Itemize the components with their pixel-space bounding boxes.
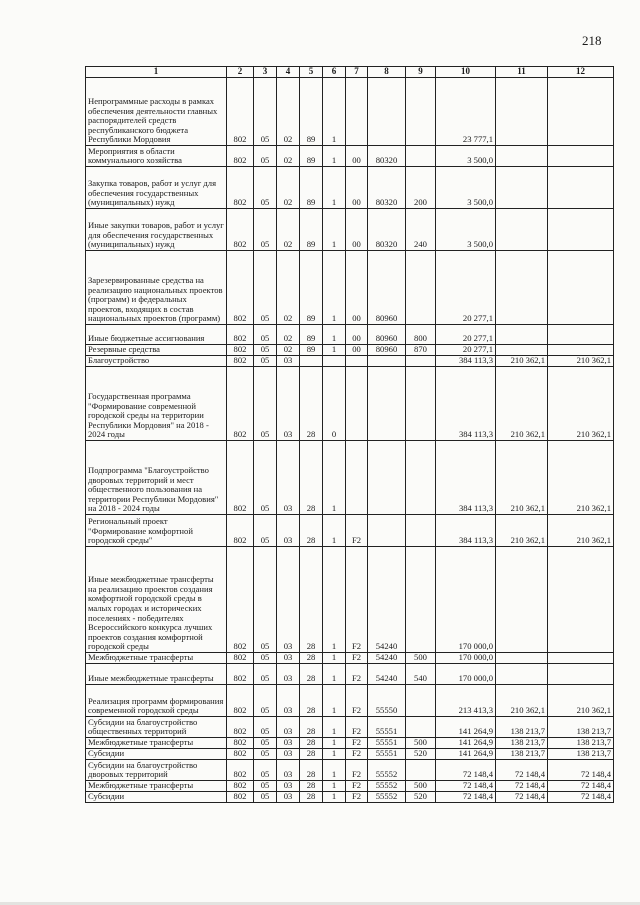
table-row bbox=[86, 367, 614, 441]
cell-c9 bbox=[406, 146, 436, 167]
cell-c6: 1 bbox=[323, 685, 346, 717]
cell-c6: 1 bbox=[323, 167, 346, 209]
cell-c8: 80960 bbox=[368, 251, 406, 325]
cell-c5 bbox=[300, 356, 323, 367]
cell-c7 bbox=[346, 367, 368, 441]
cell-c2: 802 bbox=[227, 738, 254, 749]
cell-c10: 72 148,4 bbox=[436, 781, 496, 792]
cell-c11 bbox=[496, 146, 548, 167]
cell-c3: 05 bbox=[254, 653, 277, 664]
cell-c12 bbox=[548, 664, 614, 685]
cell-c10: 384 113,3 bbox=[436, 441, 496, 515]
cell-c5: 28 bbox=[300, 547, 323, 653]
cell-c10: 384 113,3 bbox=[436, 367, 496, 441]
cell-c7: F2 bbox=[346, 792, 368, 803]
cell-c5: 28 bbox=[300, 515, 323, 547]
row-name: Реализация программ формирования современной городской среды bbox=[86, 685, 227, 717]
cell-c7: F2 bbox=[346, 547, 368, 653]
cell-c9: 540 bbox=[406, 664, 436, 685]
cell-c11 bbox=[496, 78, 548, 146]
cell-c3: 05 bbox=[254, 167, 277, 209]
cell-c2: 802 bbox=[227, 209, 254, 251]
cell-c5: 28 bbox=[300, 367, 323, 441]
cell-c6: 1 bbox=[323, 441, 346, 515]
cell-c7: 00 bbox=[346, 325, 368, 345]
cell-c11: 138 213,7 bbox=[496, 717, 548, 738]
table-row bbox=[86, 664, 614, 685]
cell-c3: 05 bbox=[254, 209, 277, 251]
cell-c4: 03 bbox=[277, 738, 300, 749]
cell-c6: 1 bbox=[323, 547, 346, 653]
cell-c8 bbox=[368, 515, 406, 547]
header-row bbox=[86, 67, 614, 78]
table-row bbox=[86, 441, 614, 515]
cell-c4: 03 bbox=[277, 781, 300, 792]
cell-c9: 500 bbox=[406, 653, 436, 664]
cell-c2: 802 bbox=[227, 167, 254, 209]
cell-c10: 20 277,1 bbox=[436, 325, 496, 345]
cell-c5: 28 bbox=[300, 749, 323, 760]
cell-c8: 55551 bbox=[368, 738, 406, 749]
cell-c7: F2 bbox=[346, 760, 368, 781]
cell-c3: 05 bbox=[254, 781, 277, 792]
cell-c8: 55552 bbox=[368, 792, 406, 803]
cell-c7: 00 bbox=[346, 251, 368, 325]
cell-c12: 72 148,4 bbox=[548, 781, 614, 792]
cell-c5: 89 bbox=[300, 78, 323, 146]
cell-c8: 55551 bbox=[368, 717, 406, 738]
row-name: Субсидии на благоустройство общественных территорий bbox=[86, 717, 227, 738]
table-row bbox=[86, 515, 614, 547]
cell-c3: 05 bbox=[254, 345, 277, 356]
cell-c11: 72 148,4 bbox=[496, 760, 548, 781]
cell-c12 bbox=[548, 653, 614, 664]
cell-c10: 3 500,0 bbox=[436, 209, 496, 251]
cell-c3: 05 bbox=[254, 547, 277, 653]
cell-c2: 802 bbox=[227, 781, 254, 792]
cell-c10: 23 777,1 bbox=[436, 78, 496, 146]
cell-c4: 03 bbox=[277, 792, 300, 803]
cell-c8 bbox=[368, 356, 406, 367]
cell-c5: 89 bbox=[300, 345, 323, 356]
cell-c11: 138 213,7 bbox=[496, 738, 548, 749]
cell-c3: 05 bbox=[254, 717, 277, 738]
cell-c7: F2 bbox=[346, 685, 368, 717]
row-name: Субсидии bbox=[86, 749, 227, 760]
cell-c2: 802 bbox=[227, 547, 254, 653]
cell-c8: 54240 bbox=[368, 547, 406, 653]
cell-c10: 141 264,9 bbox=[436, 749, 496, 760]
row-name: Иные закупки товаров, работ и услуг для обеспечения государственных (муниципальных) нужд bbox=[86, 209, 227, 251]
table-row bbox=[86, 209, 614, 251]
cell-c4: 02 bbox=[277, 167, 300, 209]
row-name: Непрограммные расходы в рамках обеспечения деятельности главных распорядителей средств республиканского бюджета Республики Мордовия bbox=[86, 78, 227, 146]
cell-c2: 802 bbox=[227, 760, 254, 781]
row-name: Благоустройство bbox=[86, 356, 227, 367]
cell-c7: F2 bbox=[346, 738, 368, 749]
table-body bbox=[86, 78, 614, 803]
cell-c11 bbox=[496, 547, 548, 653]
table-row bbox=[86, 146, 614, 167]
cell-c5: 28 bbox=[300, 781, 323, 792]
cell-c3: 05 bbox=[254, 441, 277, 515]
cell-c3: 05 bbox=[254, 685, 277, 717]
table-row bbox=[86, 653, 614, 664]
cell-c9: 870 bbox=[406, 345, 436, 356]
cell-c7: 00 bbox=[346, 345, 368, 356]
cell-c3: 05 bbox=[254, 792, 277, 803]
cell-c2: 802 bbox=[227, 792, 254, 803]
cell-c8: 55552 bbox=[368, 781, 406, 792]
cell-c4: 03 bbox=[277, 547, 300, 653]
cell-c6: 1 bbox=[323, 760, 346, 781]
cell-c4: 02 bbox=[277, 345, 300, 356]
cell-c5: 89 bbox=[300, 146, 323, 167]
cell-c10: 141 264,9 bbox=[436, 717, 496, 738]
cell-c11: 210 362,1 bbox=[496, 356, 548, 367]
cell-c6: 1 bbox=[323, 653, 346, 664]
cell-c9 bbox=[406, 367, 436, 441]
cell-c7 bbox=[346, 356, 368, 367]
cell-c3: 05 bbox=[254, 515, 277, 547]
table-row bbox=[86, 738, 614, 749]
cell-c11: 72 148,4 bbox=[496, 781, 548, 792]
column-header: 11 bbox=[496, 67, 548, 78]
cell-c7: F2 bbox=[346, 717, 368, 738]
cell-c9 bbox=[406, 685, 436, 717]
table-row bbox=[86, 251, 614, 325]
table-row bbox=[86, 345, 614, 356]
cell-c2: 802 bbox=[227, 441, 254, 515]
column-header: 1 bbox=[86, 67, 227, 78]
column-header: 2 bbox=[227, 67, 254, 78]
cell-c4: 02 bbox=[277, 209, 300, 251]
cell-c3: 05 bbox=[254, 738, 277, 749]
cell-c11: 138 213,7 bbox=[496, 749, 548, 760]
cell-c7 bbox=[346, 78, 368, 146]
row-name: Резервные средства bbox=[86, 345, 227, 356]
cell-c4: 03 bbox=[277, 441, 300, 515]
cell-c4: 02 bbox=[277, 146, 300, 167]
cell-c11 bbox=[496, 251, 548, 325]
cell-c4: 02 bbox=[277, 251, 300, 325]
cell-c6: 1 bbox=[323, 515, 346, 547]
cell-c7 bbox=[346, 441, 368, 515]
cell-c8: 80320 bbox=[368, 167, 406, 209]
cell-c7: F2 bbox=[346, 653, 368, 664]
cell-c4: 03 bbox=[277, 653, 300, 664]
cell-c12 bbox=[548, 251, 614, 325]
cell-c6: 1 bbox=[323, 78, 346, 146]
cell-c11: 210 362,1 bbox=[496, 685, 548, 717]
cell-c12: 210 362,1 bbox=[548, 515, 614, 547]
table-row bbox=[86, 792, 614, 803]
cell-c10: 384 113,3 bbox=[436, 356, 496, 367]
cell-c2: 802 bbox=[227, 515, 254, 547]
row-name: Мероприятия в области коммунального хозяйства bbox=[86, 146, 227, 167]
cell-c11: 210 362,1 bbox=[496, 367, 548, 441]
cell-c8: 80960 bbox=[368, 345, 406, 356]
cell-c10: 72 148,4 bbox=[436, 792, 496, 803]
row-name: Иные бюджетные ассигнования bbox=[86, 325, 227, 345]
row-name: Иные межбюджетные трансферты bbox=[86, 664, 227, 685]
cell-c9 bbox=[406, 547, 436, 653]
cell-c4: 03 bbox=[277, 664, 300, 685]
cell-c12: 210 362,1 bbox=[548, 685, 614, 717]
cell-c5: 89 bbox=[300, 167, 323, 209]
cell-c5: 89 bbox=[300, 251, 323, 325]
page-number: 218 bbox=[582, 33, 602, 48]
cell-c4: 03 bbox=[277, 685, 300, 717]
cell-c6 bbox=[323, 356, 346, 367]
cell-c5: 28 bbox=[300, 664, 323, 685]
cell-c11 bbox=[496, 325, 548, 345]
cell-c12: 72 148,4 bbox=[548, 792, 614, 803]
cell-c9: 200 bbox=[406, 167, 436, 209]
cell-c11 bbox=[496, 345, 548, 356]
cell-c12: 138 213,7 bbox=[548, 738, 614, 749]
cell-c5: 28 bbox=[300, 717, 323, 738]
column-header: 6 bbox=[323, 67, 346, 78]
column-header: 9 bbox=[406, 67, 436, 78]
cell-c10: 72 148,4 bbox=[436, 760, 496, 781]
cell-c7: 00 bbox=[346, 209, 368, 251]
column-header: 10 bbox=[436, 67, 496, 78]
column-header: 4 bbox=[277, 67, 300, 78]
column-header: 5 bbox=[300, 67, 323, 78]
cell-c2: 802 bbox=[227, 653, 254, 664]
table-row bbox=[86, 356, 614, 367]
cell-c7: F2 bbox=[346, 749, 368, 760]
table-row bbox=[86, 325, 614, 345]
cell-c2: 802 bbox=[227, 345, 254, 356]
cell-c4: 02 bbox=[277, 78, 300, 146]
cell-c6: 1 bbox=[323, 749, 346, 760]
cell-c8: 54240 bbox=[368, 653, 406, 664]
row-name: Иные межбюджетные трансферты на реализацию проектов создания комфортной городской среды в малых городах и исторических поселениях - победителях Всероссийского конкурса лучших проектов создания комфортной городской среды bbox=[86, 547, 227, 653]
column-header: 7 bbox=[346, 67, 368, 78]
cell-c9: 520 bbox=[406, 792, 436, 803]
cell-c2: 802 bbox=[227, 367, 254, 441]
cell-c4: 03 bbox=[277, 717, 300, 738]
cell-c12 bbox=[548, 78, 614, 146]
cell-c12: 210 362,1 bbox=[548, 367, 614, 441]
column-header: 3 bbox=[254, 67, 277, 78]
table-row bbox=[86, 760, 614, 781]
cell-c2: 802 bbox=[227, 325, 254, 345]
cell-c12: 72 148,4 bbox=[548, 760, 614, 781]
cell-c4: 03 bbox=[277, 515, 300, 547]
cell-c12: 138 213,7 bbox=[548, 749, 614, 760]
cell-c2: 802 bbox=[227, 664, 254, 685]
cell-c6: 1 bbox=[323, 325, 346, 345]
cell-c7: F2 bbox=[346, 781, 368, 792]
cell-c12 bbox=[548, 325, 614, 345]
cell-c12 bbox=[548, 146, 614, 167]
row-name: Зарезервированные средства на реализацию национальных проектов (программ) и федеральных проектов, входящих в состав национальных проектов (программ) bbox=[86, 251, 227, 325]
cell-c2: 802 bbox=[227, 146, 254, 167]
cell-c10: 170 000,0 bbox=[436, 664, 496, 685]
cell-c9: 500 bbox=[406, 738, 436, 749]
row-name: Межбюджетные трансферты bbox=[86, 738, 227, 749]
cell-c5: 28 bbox=[300, 441, 323, 515]
cell-c11: 72 148,4 bbox=[496, 792, 548, 803]
cell-c11 bbox=[496, 653, 548, 664]
cell-c12: 210 362,1 bbox=[548, 356, 614, 367]
cell-c6: 1 bbox=[323, 209, 346, 251]
table-row bbox=[86, 547, 614, 653]
cell-c9 bbox=[406, 251, 436, 325]
table-row bbox=[86, 167, 614, 209]
cell-c6: 1 bbox=[323, 146, 346, 167]
row-name: Государственная программа "Формирование современной городской среды на территории Республики Мордовия" на 2018 - 2024 годы bbox=[86, 367, 227, 441]
cell-c3: 05 bbox=[254, 356, 277, 367]
cell-c5: 89 bbox=[300, 209, 323, 251]
cell-c12: 210 362,1 bbox=[548, 441, 614, 515]
cell-c7: 00 bbox=[346, 146, 368, 167]
cell-c10: 170 000,0 bbox=[436, 547, 496, 653]
cell-c3: 05 bbox=[254, 146, 277, 167]
column-header: 8 bbox=[368, 67, 406, 78]
cell-c3: 05 bbox=[254, 664, 277, 685]
cell-c5: 89 bbox=[300, 325, 323, 345]
column-header: 12 bbox=[548, 67, 614, 78]
cell-c8 bbox=[368, 367, 406, 441]
cell-c10: 170 000,0 bbox=[436, 653, 496, 664]
cell-c10: 20 277,1 bbox=[436, 345, 496, 356]
cell-c11 bbox=[496, 167, 548, 209]
table-row bbox=[86, 78, 614, 146]
cell-c3: 05 bbox=[254, 749, 277, 760]
cell-c9: 520 bbox=[406, 749, 436, 760]
cell-c4: 02 bbox=[277, 325, 300, 345]
row-name: Субсидии bbox=[86, 792, 227, 803]
cell-c7: F2 bbox=[346, 515, 368, 547]
cell-c9 bbox=[406, 356, 436, 367]
cell-c7: 00 bbox=[346, 167, 368, 209]
row-name: Межбюджетные трансферты bbox=[86, 781, 227, 792]
cell-c2: 802 bbox=[227, 717, 254, 738]
cell-c10: 213 413,3 bbox=[436, 685, 496, 717]
cell-c6: 1 bbox=[323, 792, 346, 803]
cell-c4: 03 bbox=[277, 760, 300, 781]
cell-c5: 28 bbox=[300, 685, 323, 717]
cell-c9 bbox=[406, 760, 436, 781]
cell-c8 bbox=[368, 78, 406, 146]
cell-c8: 54240 bbox=[368, 664, 406, 685]
cell-c12 bbox=[548, 167, 614, 209]
cell-c3: 05 bbox=[254, 325, 277, 345]
cell-c9: 240 bbox=[406, 209, 436, 251]
budget-table bbox=[85, 66, 614, 803]
cell-c12 bbox=[548, 345, 614, 356]
cell-c6: 1 bbox=[323, 717, 346, 738]
cell-c6: 1 bbox=[323, 781, 346, 792]
table-row bbox=[86, 717, 614, 738]
cell-c8: 55552 bbox=[368, 760, 406, 781]
cell-c2: 802 bbox=[227, 749, 254, 760]
cell-c6: 0 bbox=[323, 367, 346, 441]
row-name: Закупка товаров, работ и услуг для обеспечения государственных (муниципальных) нужд bbox=[86, 167, 227, 209]
cell-c5: 28 bbox=[300, 760, 323, 781]
cell-c3: 05 bbox=[254, 367, 277, 441]
cell-c10: 141 264,9 bbox=[436, 738, 496, 749]
cell-c11 bbox=[496, 664, 548, 685]
cell-c10: 384 113,3 bbox=[436, 515, 496, 547]
cell-c9: 800 bbox=[406, 325, 436, 345]
cell-c9 bbox=[406, 717, 436, 738]
cell-c2: 802 bbox=[227, 251, 254, 325]
cell-c5: 28 bbox=[300, 738, 323, 749]
cell-c10: 3 500,0 bbox=[436, 167, 496, 209]
row-name: Субсидии на благоустройство дворовых территорий bbox=[86, 760, 227, 781]
cell-c11: 210 362,1 bbox=[496, 515, 548, 547]
cell-c8: 80320 bbox=[368, 146, 406, 167]
cell-c8: 55550 bbox=[368, 685, 406, 717]
cell-c6: 1 bbox=[323, 345, 346, 356]
cell-c8: 80960 bbox=[368, 325, 406, 345]
cell-c12: 138 213,7 bbox=[548, 717, 614, 738]
cell-c11: 210 362,1 bbox=[496, 441, 548, 515]
row-name: Региональный проект "Формирование комфортной городской среды" bbox=[86, 515, 227, 547]
cell-c8: 80320 bbox=[368, 209, 406, 251]
cell-c7: F2 bbox=[346, 664, 368, 685]
cell-c6: 1 bbox=[323, 664, 346, 685]
row-name: Подпрограмма "Благоустройство дворовых территорий и мест общественного пользования на территории Республики Мордовия" на 2018 - 2024 годы bbox=[86, 441, 227, 515]
cell-c12 bbox=[548, 547, 614, 653]
cell-c9: 500 bbox=[406, 781, 436, 792]
cell-c11 bbox=[496, 209, 548, 251]
cell-c3: 05 bbox=[254, 251, 277, 325]
cell-c6: 1 bbox=[323, 738, 346, 749]
cell-c2: 802 bbox=[227, 356, 254, 367]
table-row bbox=[86, 685, 614, 717]
cell-c4: 03 bbox=[277, 356, 300, 367]
table-row bbox=[86, 749, 614, 760]
cell-c12 bbox=[548, 209, 614, 251]
cell-c9 bbox=[406, 441, 436, 515]
cell-c5: 28 bbox=[300, 653, 323, 664]
row-name: Межбюджетные трансферты bbox=[86, 653, 227, 664]
cell-c8: 55551 bbox=[368, 749, 406, 760]
cell-c2: 802 bbox=[227, 685, 254, 717]
cell-c2: 802 bbox=[227, 78, 254, 146]
cell-c8 bbox=[368, 441, 406, 515]
cell-c3: 05 bbox=[254, 760, 277, 781]
cell-c9 bbox=[406, 515, 436, 547]
cell-c4: 03 bbox=[277, 749, 300, 760]
cell-c10: 20 277,1 bbox=[436, 251, 496, 325]
table-row bbox=[86, 781, 614, 792]
cell-c6: 1 bbox=[323, 251, 346, 325]
cell-c4: 03 bbox=[277, 367, 300, 441]
cell-c3: 05 bbox=[254, 78, 277, 146]
cell-c10: 3 500,0 bbox=[436, 146, 496, 167]
cell-c5: 28 bbox=[300, 792, 323, 803]
cell-c9 bbox=[406, 78, 436, 146]
